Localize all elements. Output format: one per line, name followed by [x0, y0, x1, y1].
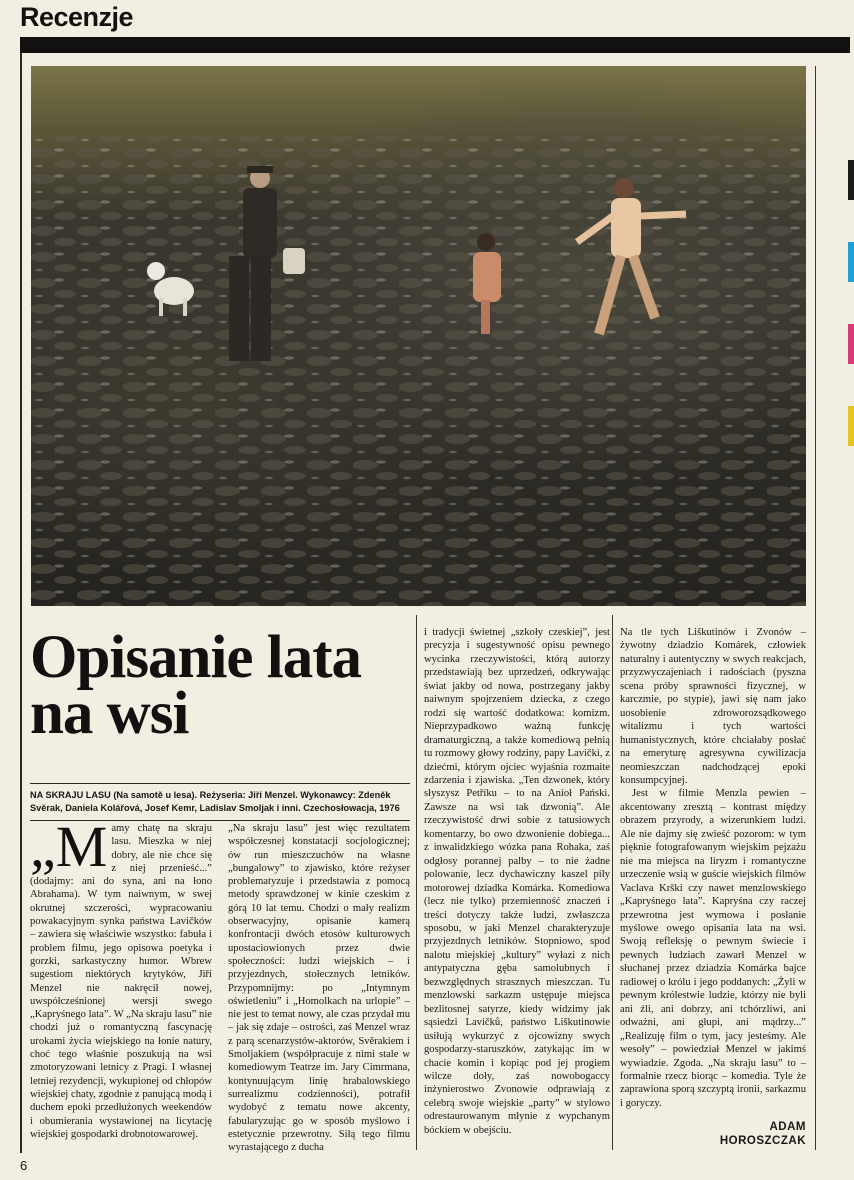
paragraph: i tradycji świetnej „szkoły czeskiej”, jest precyzja i sugestywność opisu pewnego wycinka rzeczywistości, którą autorzy przedstawiają bez uprzedzeń, odkrywając świat jakby od nowa, postrzegany jakby naiwnym spojrzeniem dziecka, z czego rodzi się wartość dodatkowa: komizm. Nieprzypadkowo ważną funkcję dramaturgiczną, a także komediową pełnią tu rozmowy głowy rodziny, papy Lavički, z dziećmi, którym ojciec wyjaśnia rozmaite zdarzenia i zjawiska. „Ten dzwonek, który słyszysz Petříku – to na Anioł Pański. Zawsze na wsi tak dzwonią”. Ale rzeczywistość drwi sobie z tatusiowych komentarzy, bo owo dzwonienie dobiega... z inwalidzkiego wózka pana Rohaka, zaś odgłosy porannej palby – to nie żadne polowanie, lecz dychawiczny kaszel piły motorowej dziadka Komárka. Komediowa (lecz nie tylko) przemienność znaczeń i treści dotyczy także ludzi, zwłaszcza sposobu, w jaki Menzel charakteryzuje przyjezdnych letników. Stopniowo, spod nalotu miejskiej „kultury” wyłazi z nich antypatyczna gęba samolubnych i bezwzględnych strasznych mieszczan. Tu menzlowski sarkazm ustępuje miejsca bezlitosnej satyrze, kiedy widzimy jak sąsiedzi Lavičků, państwo Liškutinowie usiłują wykurzyć z ojcowizny swych gospodarzy-staruszków, zatykając im w chacie komin i kopiąc pod jej progiem wilcze doły, zaś nowobogaccy inżynierostwo Zvonowie odprawiają z celebrą swoje wiejskie „party” w stylowo odrestaurowanym młynie z wypchanym bóckiem w obejściu.	[424, 627, 610, 1136]
header-rule	[20, 37, 850, 53]
author-byline	[690, 1120, 806, 1148]
column-divider	[612, 615, 613, 1150]
left-margin-rule	[20, 53, 22, 1153]
column-divider	[416, 615, 417, 1150]
print-registration-marks	[848, 160, 854, 488]
article-title: Opisanie lata na wsi	[30, 624, 362, 747]
article-column-3	[424, 626, 610, 1137]
right-divider	[815, 66, 816, 1150]
article-column-1	[30, 814, 212, 1141]
film-still-photo	[31, 66, 806, 606]
section-label: Recenzje	[20, 2, 134, 32]
author-first-name: ADAM	[769, 1121, 806, 1133]
paragraph: amy chatę na skraju lasu. Mieszka w niej dobry, ale nie chce się z niej przenieść...” (dodajmy: ani do syna, ani na łono Abrahama). W tym naiwnym, w swej okrutnej szczerości, wypracowaniu powakacyjnym synka państwa Lavičków – zawiera się właściwie wszystko: fabuła i problem filmu, jego opisowa poetyka i gorzki, sarkastyczny humor. Wbrew sugestiom niektórych krytyków, Jiří Menzel nie nakręcił nowej, uwspółcześnionej wersji swego „Kapryśnego lata”. W „Na skraju lasu” nie chodzi już o romantyczną fascynację urokami życia wiejskiego na łonie natury, choć tego właśnie poszukują na wsi zmotoryzowani letnicy z Pragi. I własnej letniej rezydencji, wykupionej od chłopów wiejskiej chaty, zgodnie z panującą modą i duchem epoki przedłużonych weekendów i obumierania wystawionej na licytację wiejskiej gospodarki drobnotowarowej.	[30, 823, 212, 1140]
article-column-2	[228, 822, 410, 1154]
paragraph: Jest w filmie Menzla pewien – akcentowany zresztą – kontrast między obrazem przyrody, a wizerunkiem ludzi. Ale nie dajmy się zwieść pozorom: w tym pięknie fotografowanym wiejskim pejzażu nie ma miejsca na liryzm i romantyczne urzeczenie wsią w guście wiejskich filmów Vaclava Krški czy nawet menzlowskiego „Kapryśnego lata”. Kapryśna czy raczej przewrotna jest wymowa i posłanie myślowe owego opisania lata na wsi. Swoją refleksję o pewnym świecie i pewnych ludziach zawarł Menzel w słuchanej przez dziadzia Komárka bajce radiowej o królu i jego poddanych: „Żyli w pewnym królestwie ludzie, którzy nie byli ani źli, ani dobrzy, ani tchórzliwi, ani odważni, ani głupi, ani mądrzy...” „Realizuję film o tym, jacy jesteśmy. Ale wesoły” – powiedział Menzel w jakimś wywiadzie. Zgoda. „Na skraju lasu” to – formalnie rzecz biorąc – komedia. Tyle że zaprawiona sporą szczyptą ironii, sarkazmu i goryczy.	[620, 788, 806, 1109]
author-last-name: HOROSZCZAK	[719, 1135, 806, 1147]
film-credits: NA SKRAJU LASU (Na samotě u lesa). Reżyseria: Jiří Menzel. Wykonawcy: Zdeněk Svěrak, Daniela Kolářová, Josef Kemr, Ladislav Smoljak i inni. Czechosłowacja, 1976	[30, 783, 410, 821]
photo-scene	[31, 66, 806, 606]
page-number: 6	[20, 1158, 28, 1173]
drop-cap: „M	[30, 814, 108, 879]
paragraph: „Na skraju lasu” jest więc rezultatem współczesnej konstatacji socjologicznej; ów run mieszczuchów na własne „bungalowy” to zjawisko, które reżyser problematyzuje i przedstawia z pomocą metody sprawdzonej w kinie czeskim z górą 10 lat temu. Chodzi o mały realizm obserwacyjny, opisanie kamerą konfrontacji dwóch etosów kulturowych upostaciowionych przez dwie społeczności: ludzi wiejskich – i przyjezdnych, stołecznych letników. Przypomnijmy: po „Intymnym oświetleniu” i „Homolkach na urlopie” – nie jest to temat nowy, ale czas przydał mu – jak się zdaje – ostrości, zaś Menzel wraz z parą scenarzystów-aktorów, Svěrakiem i Smoljakiem (współpracuje z nimi stale w komediowym Teatrze im. Jary Cimrmana, kontynuującym linię hrabalowskiego surrealizmu codzienności), potrafił wydobyć z tematu nowe akcenty, fabularyzując go w sposób myślowo i estetycznie przewrotny. Siłą tego filmu wyrastającego z ducha	[228, 823, 410, 1154]
paragraph: Na tle tych Liškutinów i Zvonów – żywotny dziadzio Komárek, człowiek naturalny i autentyczny w swych reakcjach, przyzwyczajeniach i radościach (pyszna scena próby sprawności fizycznej, w karczmie, po stypie), jawi się nam jako uosobienie zdroworozsądkowego witalizmu i tych wartości humanistycznych, które chciałaby posłać na emeryturę agresywna cywilizacja neomieszczan nadchodzącej epoki konsumpcyjnej.	[620, 627, 806, 786]
article-column-4	[620, 626, 806, 1110]
